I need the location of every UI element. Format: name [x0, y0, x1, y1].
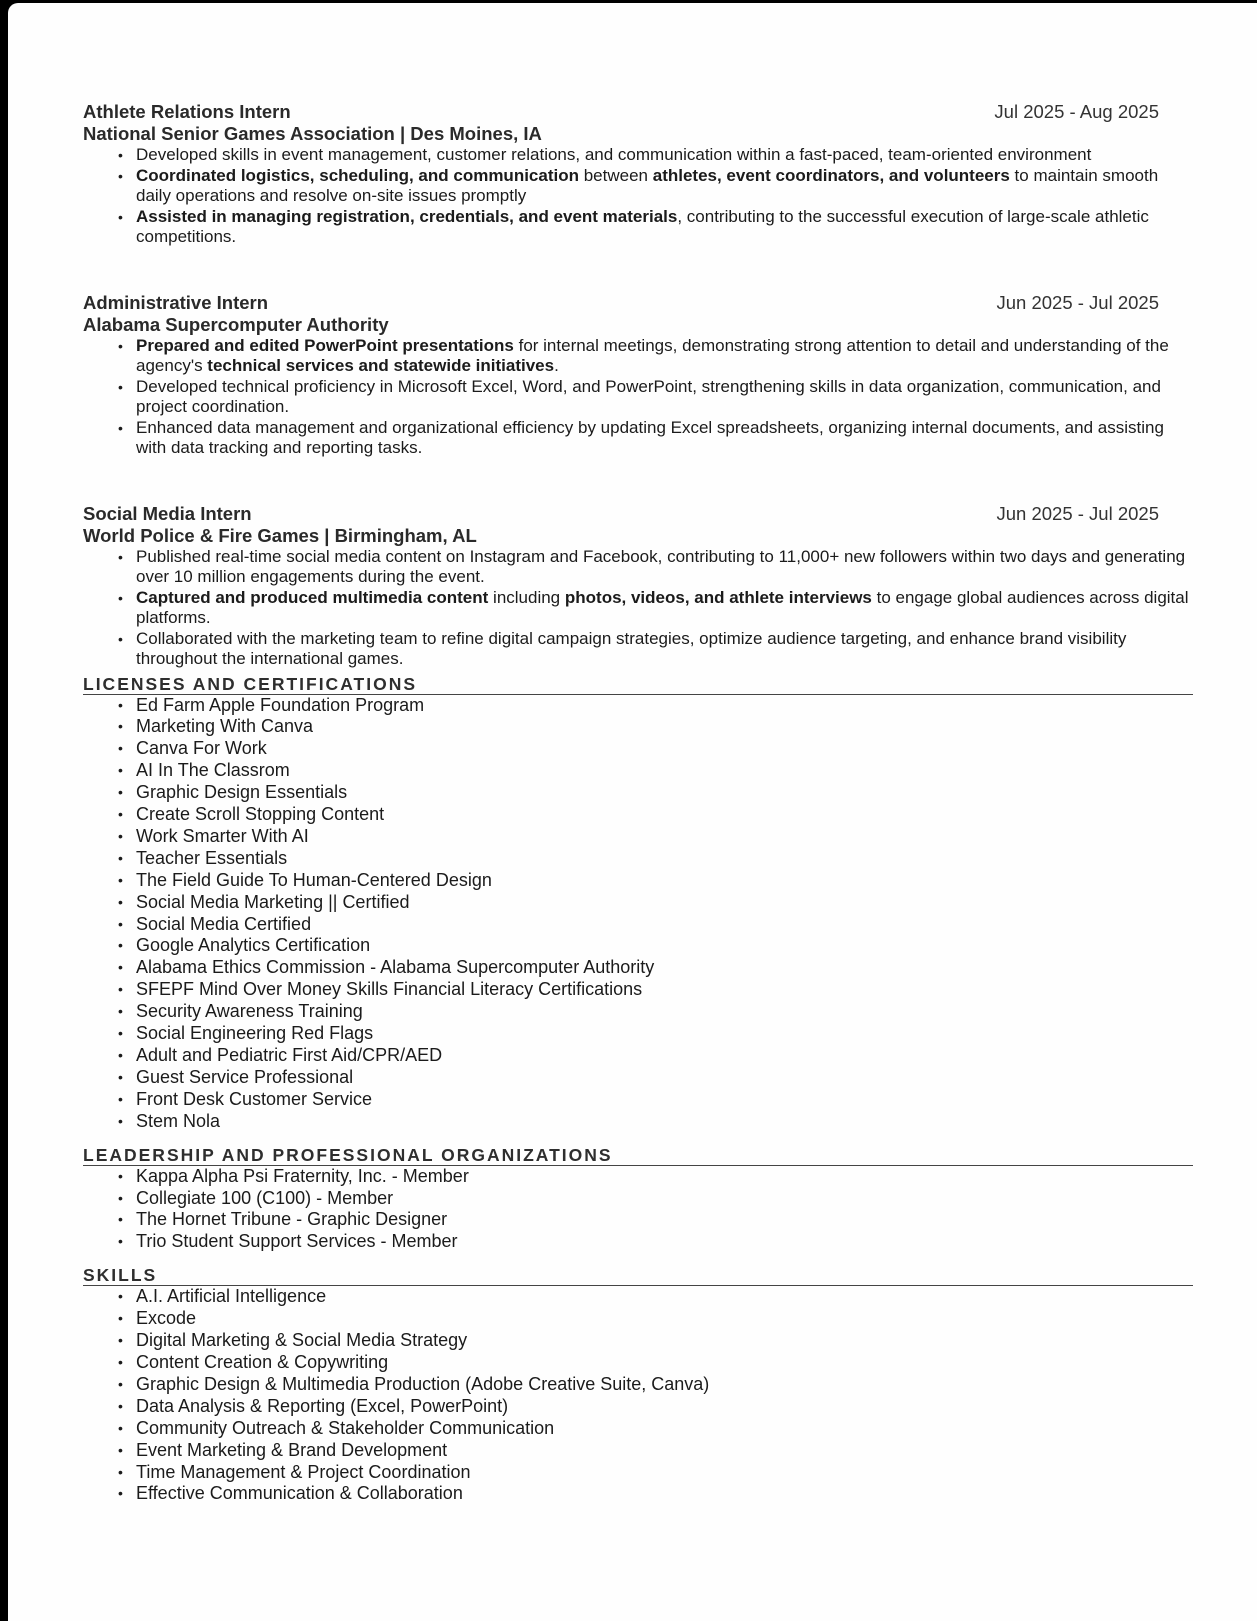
bullet-icon: •	[118, 1353, 123, 1370]
bullet-icon: •	[118, 378, 123, 395]
job-bullets	[83, 336, 1193, 459]
bullet-icon: •	[118, 915, 123, 932]
bullet-icon: •	[118, 981, 123, 998]
section-heading-skills: SKILLS	[83, 1261, 1193, 1286]
list-item-text: Guest Service Professional	[136, 1066, 354, 1087]
organization-item	[118, 1187, 1193, 1210]
bullet-icon: •	[118, 1419, 123, 1436]
bullet-icon: •	[118, 1397, 123, 1414]
skill-item	[118, 1439, 1193, 1462]
bullet-icon: •	[118, 740, 123, 757]
license-item	[118, 935, 1193, 957]
list-item-text: AI In The Classrom	[136, 760, 290, 781]
bullet-icon: •	[118, 937, 123, 954]
bullet-icon: •	[118, 1025, 123, 1042]
section-heading-leadership: LEADERSHIP AND PROFESSIONAL ORGANIZATIONS	[83, 1141, 1193, 1166]
license-item	[118, 979, 1193, 1001]
organization-item	[118, 1209, 1193, 1231]
job-organization: Alabama Supercomputer Authority	[83, 313, 389, 335]
job-bullet	[118, 335, 1193, 377]
license-item	[118, 957, 1193, 979]
list-item-text: Kappa Alpha Psi Fraternity, Inc. - Member	[136, 1165, 469, 1186]
bullet-text: .	[554, 356, 559, 375]
bullet-icon: •	[118, 208, 123, 225]
bullet-icon: •	[118, 167, 123, 184]
list-item-text: Collegiate 100 (C100) - Member	[136, 1187, 394, 1208]
section-heading-licenses: LICENSES AND CERTIFICATIONS	[83, 670, 1193, 695]
bullet-icon: •	[118, 1441, 123, 1458]
job-bullet	[118, 587, 1193, 629]
bullet-icon: •	[118, 849, 123, 866]
skill-item	[118, 1417, 1193, 1440]
bullet-icon: •	[118, 337, 123, 354]
bullet-icon: •	[118, 1112, 123, 1129]
bullet-icon: •	[118, 718, 123, 735]
skills-list	[83, 1286, 1193, 1505]
bullet-icon: •	[118, 1047, 123, 1063]
bullet-text: Collaborated with the marketing team to refine digital campaign strategies, optimize audience targeting, and enhance brand visibility throughout the international games.	[136, 628, 1127, 668]
bullet-icon: •	[118, 871, 123, 888]
list-item-text: Data Analysis & Reporting (Excel, PowerPoint)	[136, 1395, 509, 1416]
list-item-text: Digital Marketing & Social Media Strategy	[136, 1330, 468, 1351]
bullet-bold-text: Assisted in managing registration, credentials, and event materials	[136, 206, 678, 226]
list-item-text: Effective Communication & Collaboration	[136, 1483, 463, 1504]
job-date: Jun 2025 - Jul 2025	[996, 502, 1159, 524]
bullet-icon: •	[118, 762, 123, 779]
bullet-icon: •	[118, 827, 123, 844]
license-item	[118, 1088, 1193, 1111]
list-item-text: The Field Guide To Human-Centered Design	[136, 869, 492, 890]
experience-header	[83, 291, 1193, 314]
bullet-icon: •	[118, 1288, 123, 1305]
job-bullet	[118, 628, 1193, 670]
list-item-text: SFEPF Mind Over Money Skills Financial Literacy Certifications	[136, 979, 643, 1000]
job-title: Administrative Intern	[83, 291, 269, 313]
skill-item	[118, 1330, 1193, 1352]
job-date: Jun 2025 - Jul 2025	[996, 291, 1159, 313]
list-item-text: Event Marketing & Brand Development	[136, 1439, 448, 1460]
license-item	[118, 782, 1193, 804]
list-item-text: Graphic Design Essentials	[136, 782, 348, 803]
list-item-text: Social Media Marketing || Certified	[136, 891, 410, 912]
bullet-icon: •	[118, 1211, 123, 1228]
list-item-text: Marketing With Canva	[136, 716, 314, 737]
bullet-icon: •	[118, 630, 123, 647]
job-bullet	[118, 165, 1193, 207]
list-item-text: Adult and Pediatric First Aid/CPR/AED	[136, 1045, 443, 1065]
job-bullet	[118, 206, 1193, 248]
bullet-icon: •	[118, 1463, 123, 1480]
bullet-bold-text: technical services and statewide initiatives	[207, 356, 555, 375]
list-item-text: Stem Nola	[136, 1110, 221, 1131]
list-item-text: Social Media Certified	[136, 913, 312, 934]
bullet-bold-text: Coordinated logistics, scheduling, and communication	[136, 165, 579, 185]
skill-item	[118, 1395, 1193, 1418]
job-bullet	[118, 145, 1193, 166]
license-item	[118, 1110, 1193, 1133]
list-item-text: Canva For Work	[136, 738, 267, 759]
experience-entry	[83, 502, 1193, 670]
list-item-text: Work Smarter With AI	[136, 825, 309, 846]
list-item-text: Front Desk Customer Service	[136, 1088, 373, 1109]
list-item-text: Security Awareness Training	[136, 1001, 363, 1022]
bullet-icon: •	[118, 1332, 123, 1349]
list-item-text: Graphic Design & Multimedia Production (Adobe Creative Suite, Canva)	[136, 1373, 710, 1394]
job-bullet	[118, 546, 1193, 588]
job-date: Jul 2025 - Aug 2025	[994, 101, 1159, 122]
bullet-icon: •	[118, 1003, 123, 1020]
organization-item	[118, 1231, 1193, 1253]
bullet-icon: •	[118, 548, 123, 565]
licenses-list	[83, 695, 1193, 1133]
skill-item	[118, 1373, 1193, 1396]
license-item	[118, 891, 1193, 914]
job-bullet	[118, 417, 1193, 459]
bullet-bold-text: Captured and produced multimedia content	[136, 587, 489, 607]
list-item-text: Trio Student Support Services - Member	[136, 1231, 458, 1252]
bullet-icon: •	[118, 1375, 123, 1392]
experience-entry	[83, 100, 1193, 248]
job-organization: World Police & Fire Games | Birmingham, AL	[83, 524, 477, 546]
license-item	[118, 716, 1193, 738]
bullet-text: including	[488, 587, 565, 607]
license-item	[118, 760, 1193, 782]
license-item	[118, 1045, 1193, 1067]
bullet-bold-text: Prepared and edited PowerPoint presentations	[136, 335, 514, 355]
bullet-bold-text: photos, videos, and athlete interviews	[564, 587, 872, 607]
job-bullets	[83, 145, 1193, 248]
resume-content	[83, 100, 1193, 1505]
license-item	[118, 804, 1193, 826]
bullet-icon: •	[118, 784, 123, 801]
license-item	[118, 1066, 1193, 1089]
list-item-text: Excode	[136, 1308, 197, 1329]
bullet-text: to maintain smooth daily operations and resolve on-site issues promptly	[136, 165, 1159, 205]
license-item	[118, 738, 1193, 760]
experience-header	[83, 100, 1193, 123]
bullet-text: to engage global audiences across digital platforms.	[136, 587, 1189, 627]
bullet-icon: •	[118, 696, 123, 713]
list-item-text: Teacher Essentials	[136, 847, 288, 868]
bullet-text: Enhanced data management and organizational efficiency by updating Excel spreadsheets, organizing internal documents, and assisting with data tracking and reporting tasks.	[136, 417, 1164, 457]
list-item-text: Alabama Ethics Commission - Alabama Supercomputer Authority	[136, 957, 655, 978]
list-item-text: Create Scroll Stopping Content	[136, 804, 385, 825]
list-item-text: The Hornet Tribune - Graphic Designer	[136, 1209, 448, 1230]
experience-entry	[83, 291, 1193, 459]
license-item	[118, 825, 1193, 848]
bullet-icon: •	[118, 1485, 123, 1502]
job-title: Social Media Intern	[83, 502, 252, 524]
bullet-text: , contributing to the successful execution of large-scale athletic competitions.	[136, 206, 1149, 246]
license-item	[118, 694, 1193, 717]
organization-item	[118, 1165, 1193, 1188]
license-item	[118, 847, 1193, 870]
bullet-text: Published real-time social media content on Instagram and Facebook, contributing to 11,000+ new followers within two days and generating over 10 million engagements during the event.	[136, 546, 1186, 586]
job-organization: National Senior Games Association | Des Moines, IA	[83, 123, 542, 144]
license-item	[118, 869, 1193, 892]
skill-item	[118, 1351, 1193, 1374]
job-title: Athlete Relations Intern	[83, 101, 291, 122]
list-item-text: Ed Farm Apple Foundation Program	[136, 694, 425, 715]
bullet-icon: •	[118, 147, 123, 163]
bullet-icon: •	[118, 893, 123, 910]
list-item-text: Community Outreach & Stakeholder Communication	[136, 1417, 555, 1438]
bullet-icon: •	[118, 419, 123, 436]
bullet-icon: •	[118, 806, 123, 823]
bullet-icon: •	[118, 1090, 123, 1107]
bullet-icon: •	[118, 1068, 123, 1085]
bullet-text: Developed skills in event management, customer relations, and communication within a fast-paced, team-oriented environment	[136, 145, 1092, 164]
bullet-text: between	[579, 165, 653, 185]
list-item-text: Social Engineering Red Flags	[136, 1023, 374, 1044]
list-item-text: Google Analytics Certification	[136, 935, 371, 956]
list-item-text: Time Management & Project Coordination	[136, 1461, 471, 1482]
leadership-list	[83, 1166, 1193, 1254]
license-item	[118, 1023, 1193, 1045]
bullet-bold-text: athletes, event coordinators, and volunteers	[652, 165, 1010, 185]
bullet-text: for internal meetings, demonstrating strong attention to detail and understanding of the agency's	[136, 335, 1169, 375]
bullet-text: Developed technical proficiency in Microsoft Excel, Word, and PowerPoint, strengthening skills in data organization, communication, and project coordination.	[136, 376, 1161, 416]
skill-item	[118, 1461, 1193, 1484]
bullet-icon: •	[118, 1189, 123, 1206]
bullet-icon: •	[118, 959, 123, 976]
job-bullets	[83, 547, 1193, 670]
bullet-icon: •	[118, 1233, 123, 1250]
license-item	[118, 913, 1193, 936]
list-item-text: A.I. Artificial Intelligence	[136, 1286, 327, 1307]
skill-item	[118, 1308, 1193, 1330]
skill-item	[118, 1483, 1193, 1505]
experience-header	[83, 502, 1193, 525]
license-item	[118, 1001, 1193, 1023]
bullet-icon: •	[118, 1167, 123, 1184]
resume-page	[8, 3, 1257, 1621]
bullet-icon: •	[118, 1310, 123, 1327]
job-bullet	[118, 376, 1193, 418]
list-item-text: Content Creation & Copywriting	[136, 1351, 389, 1372]
skill-item	[118, 1286, 1193, 1308]
bullet-icon: •	[118, 589, 123, 606]
